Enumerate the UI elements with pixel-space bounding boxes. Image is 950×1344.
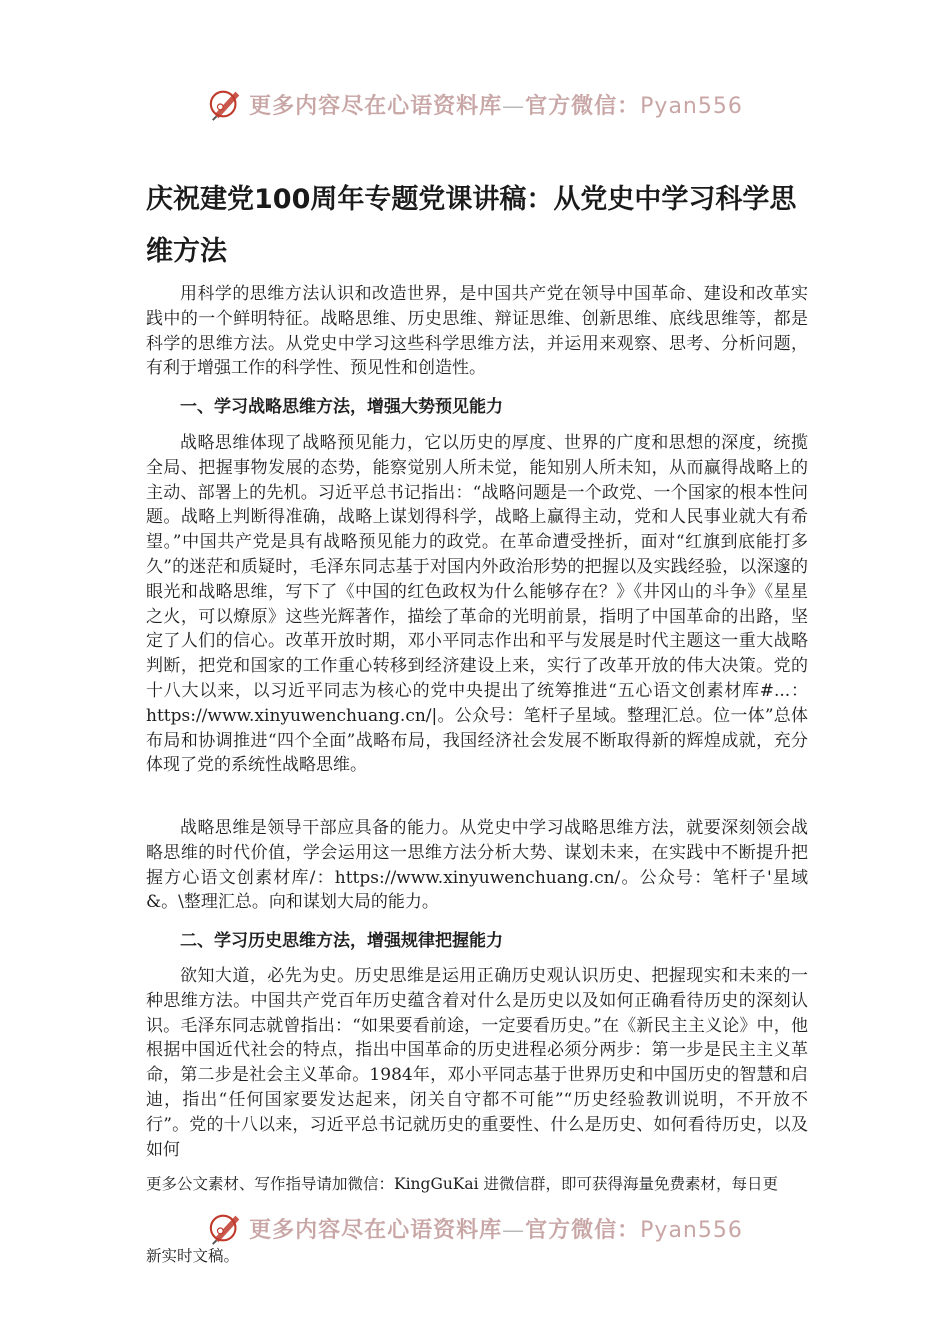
document-title: 庆祝建党100周年专题党课讲稿：从党史中学习科学思维方法 [146, 184, 797, 267]
fountain-pen-logo-icon [207, 86, 245, 122]
footer-continuation: 新实时文稿。 [146, 1247, 240, 1265]
footer-banner [0, 1208, 950, 1248]
banner-wechat-id: Pyan556 [640, 93, 743, 119]
section-1-paragraph-2: 战略思维是领导干部应具备的能力。从党史中学习战略思维方法，就要深刻领会战略思维的时代价值，学会运用这一思维方法分析大势、谋划未来，在实践中不断提升把握方心语文创素材库/：https://www.xinyuwenchuang.cn/。公众号：笔杆子'星域&。\整理汇总。向和谋划大局的能力。 [146, 818, 808, 913]
banner-text [249, 1213, 743, 1244]
banner-wechat-label: 官方微信： [525, 92, 641, 119]
section-heading-2: 二、学习历史思维方法，增强规律把握能力 [180, 931, 503, 951]
banner-dash: — [502, 93, 526, 119]
banner-text [249, 89, 743, 120]
fountain-pen-logo-icon [207, 1210, 245, 1246]
banner-main-text: 更多内容尽在心语资料库 [249, 92, 503, 119]
banner-wechat-label: 官方微信： [525, 1216, 641, 1243]
section-heading-1: 一、学习战略思维方法，增强大势预见能力 [180, 397, 503, 417]
footer-note: 更多公文素材、写作指导请加微信：KingGuKai 进微信群，即可获得海量免费素材，每日更 [146, 1175, 779, 1193]
banner-wechat-id: Pyan556 [640, 1217, 743, 1243]
section-1-paragraph-1: 战略思维体现了战略预见能力，它以历史的厚度、世界的广度和思想的深度，统揽全局、把握事物发展的态势，能察觉别人所未觉，能知别人所未知，从而赢得战略上的主动、部署上的先机。习近平总书记指出：“战略问题是一个政党、一个国家的根本性问题。战略上判断得准确，战略上谋划得科学，战略上赢得主动，党和人民事业就大有希望。”中国共产党是具有战略预见能力的政党。在革命遭受挫折，面对“红旗到底能打多久”的迷茫和质疑时，毛泽东同志基于对国内外政治形势的把握以及实践经验，以深邃的眼光和战略思维，写下了《中国的红色政权为什么能够存在？》《井冈山的斗争》《星星之火，可以燎原》这些光辉著作，描绘了革命的光明前景，指明了中国革命的出路，坚定了人们的信心。改革开放时期，邓小平同志作出和平与发展是时代主题这一重大战略判断，把党和国家的工作重心转移到经济建设上来，实行了改革开放的伟大决策。党的十八大以来，以习近平同志为核心的党中央提出了统筹推进“五心语文创素材库#...：https://www.xinyuwenchuang.cn/|。公众号：笔杆子星域。整理汇总。位一体”总体布局和协调推进“四个全面”战略布局，我国经济社会发展不断取得新的辉煌成就，充分体现了党的系统性战略思维。 [146, 433, 808, 776]
intro-paragraph: 用科学的思维方法认识和改造世界，是中国共产党在领导中国革命、建设和改革实践中的一个鲜明特征。战略思维、历史思维、辩证思维、创新思维、底线思维等，都是科学的思维方法。从党史中学习这些科学思维方法，并运用来观察、思考、分析问题，有利于增强工作的科学性、预见性和创造性。 [146, 284, 808, 379]
header-banner [0, 84, 950, 124]
banner-main-text: 更多内容尽在心语资料库 [249, 1216, 503, 1243]
section-2-paragraph-1: 欲知大道，必先为史。历史思维是运用正确历史观认识历史、把握现实和未来的一种思维方法。中国共产党百年历史蕴含着对什么是历史以及如何正确看待历史的深刻认识。毛泽东同志就曾指出：“如果要看前途，一定要看历史。”在《新民主主义论》中，他根据中国近代社会的特点，指出中国革命的历史进程必须分两步：第一步是民主主义革命，第二步是社会主义革命。1984年，邓小平同志基于世界历史和中国历史的智慧和启迪，指出“任何国家要发达起来，闭关自守都不可能”“历史经验教训说明，不开放不行”。党的十八以来，习近平总书记就历史的重要性、什么是历史、如何看待历史，以及如何 [146, 966, 808, 1160]
banner-dash: — [502, 1217, 526, 1243]
